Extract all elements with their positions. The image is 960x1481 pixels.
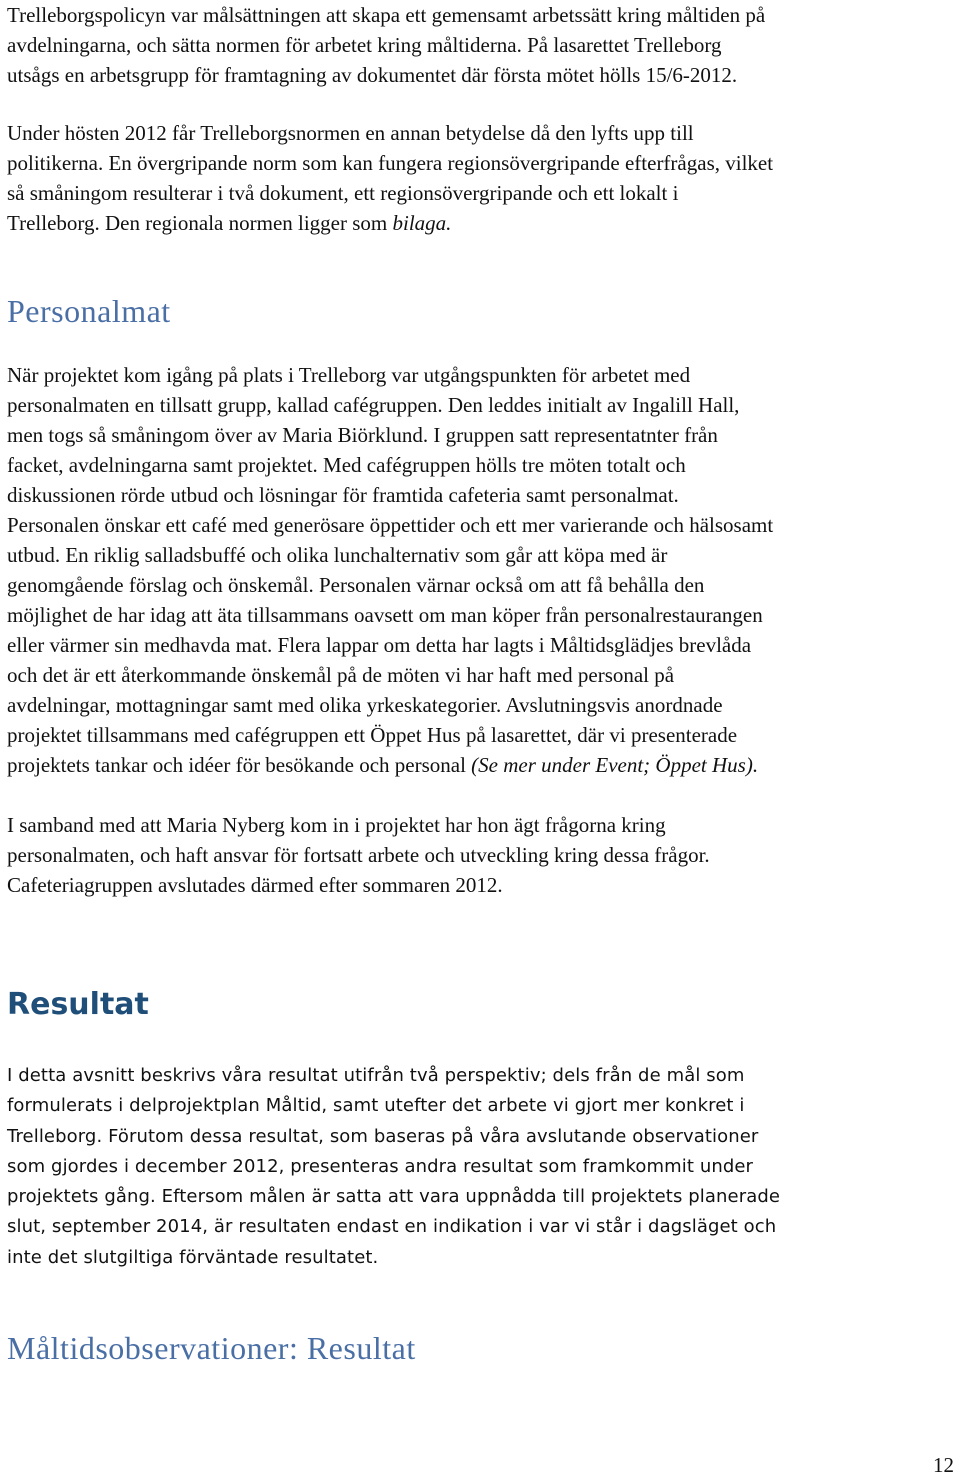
- text-line: Cafeteriagruppen avslutades därmed efter sommaren 2012.: [7, 873, 503, 897]
- text-line: projektet tillsammans med cafégruppen ett Öppet Hus på lasarettet, där vi presenterade: [7, 723, 738, 747]
- text-span: Trelleborg. Den regionala normen ligger som: [7, 211, 393, 235]
- intro-paragraph: [7, 0, 957, 90]
- bilaga-italic: bilaga.: [392, 211, 452, 235]
- text-line: avdelningar, mottagningar samt med olika yrkeskategorier. Avslutningsvis anordnade: [7, 693, 723, 717]
- text-line: [7, 148, 957, 178]
- text-span: politikerna.: [7, 151, 104, 175]
- text-span: projektets tankar och idéer för besökande och personal: [7, 753, 472, 777]
- text-line: men togs så småningom över av Maria Biörklund. I gruppen satt representatnter från: [7, 423, 718, 447]
- personalmat-paragraph-1: [7, 360, 957, 780]
- text-line: formulerats i delprojektplan Måltid, samt utefter det arbete vi gjort mer konkret i: [7, 1095, 745, 1117]
- text-line: så småningom resulterar i två dokument, ett regionsövergripande och ett lokalt i: [7, 181, 679, 205]
- text-line: personalmaten, och haft ansvar för fortsatt arbete och utveckling kring dessa frågor.: [7, 843, 710, 867]
- text-line: [7, 750, 957, 780]
- heading-resultat: Resultat: [7, 987, 149, 1022]
- text-line: I samband med att Maria Nyberg kom in i projektet har hon ägt frågorna kring: [7, 813, 666, 837]
- text-line: personalmaten en tillsatt grupp, kallad cafégruppen. Den leddes initialt av Ingalill Hall,: [7, 393, 740, 417]
- text-line: och det är ett återkommande önskemål på de möten vi har haft med personal på: [7, 663, 675, 687]
- text-line: facket, avdelningarna samt projektet. Med cafégruppen hölls tre möten totalt och: [7, 453, 686, 477]
- text-line: utbud. En riklig salladsbuffé och olika lunchalternativ som går att köpa med är: [7, 543, 668, 567]
- text-line: möjlighet de har idag att äta tillsammans oavsett om man köper från personalrestaurangen: [7, 603, 763, 627]
- heading-personalmat: Personalmat: [7, 293, 171, 329]
- text-line: Trelleborg. Förutom dessa resultat, som baseras på våra avslutande observationer: [7, 1125, 759, 1147]
- text-line: eller värmer sin medhavda mat. Flera lappar om detta har lagts i Måltidsglädjes brevlåda: [7, 633, 752, 657]
- resultat-paragraph: [7, 1061, 957, 1273]
- text-line: slut, september 2014, är resultaten endast en indikation i var vi står i dagsläget och: [7, 1216, 777, 1238]
- text-line: projektets gång. Eftersom målen är satta att vara uppnådda till projektets planerade: [7, 1186, 781, 1208]
- text-span: En övergripande norm som kan fungera regionsövergripande efterfrågas, vilket: [103, 151, 774, 175]
- text-line: diskussionen rörde utbud och lösningar för framtida cafeteria samt personalmat.: [7, 483, 679, 507]
- page-number: 12: [933, 1453, 954, 1477]
- text-line: som gjordes i december 2012, presenteras andra resultat som framkommit under: [7, 1155, 754, 1177]
- text-line: avdelningarna, och sätta normen för arbetet kring måltiderna. På lasarettet Trelleborg: [7, 33, 722, 57]
- text-line: Under hösten 2012 får Trelleborgsnormen en annan betydelse då den lyfts upp till: [7, 121, 694, 145]
- text-line: Trelleborgspolicyn var målsättningen att skapa ett gemensamt arbetssätt kring måltiden på: [7, 3, 766, 27]
- text-line: inte det slutgiltiga förväntade resultatet.: [7, 1246, 379, 1268]
- event-reference-italic: (Se mer under Event; Öppet Hus).: [471, 753, 759, 777]
- text-line: Personalen önskar ett café med generösare öppettider och ett mer varierande och hälsosamt: [7, 513, 774, 537]
- heading-maltidsobservationer: Måltidsobservationer: Resultat: [7, 1330, 416, 1366]
- text-line: I detta avsnitt beskrivs våra resultat utifrån två perspektiv; dels från de mål som: [7, 1065, 745, 1086]
- text-line: genomgående förslag och önskemål. Personalen värnar också om att få behålla den: [7, 573, 705, 597]
- text-line: utsågs en arbetsgrupp för framtagning av dokumentet där första mötet hölls 15/6-2012.: [7, 63, 738, 87]
- text-line: [7, 208, 957, 238]
- autumn-paragraph: [7, 118, 957, 238]
- personalmat-paragraph-2: [7, 810, 957, 900]
- text-line: När projektet kom igång på plats i Trelleborg var utgångspunkten för arbetet med: [7, 363, 691, 387]
